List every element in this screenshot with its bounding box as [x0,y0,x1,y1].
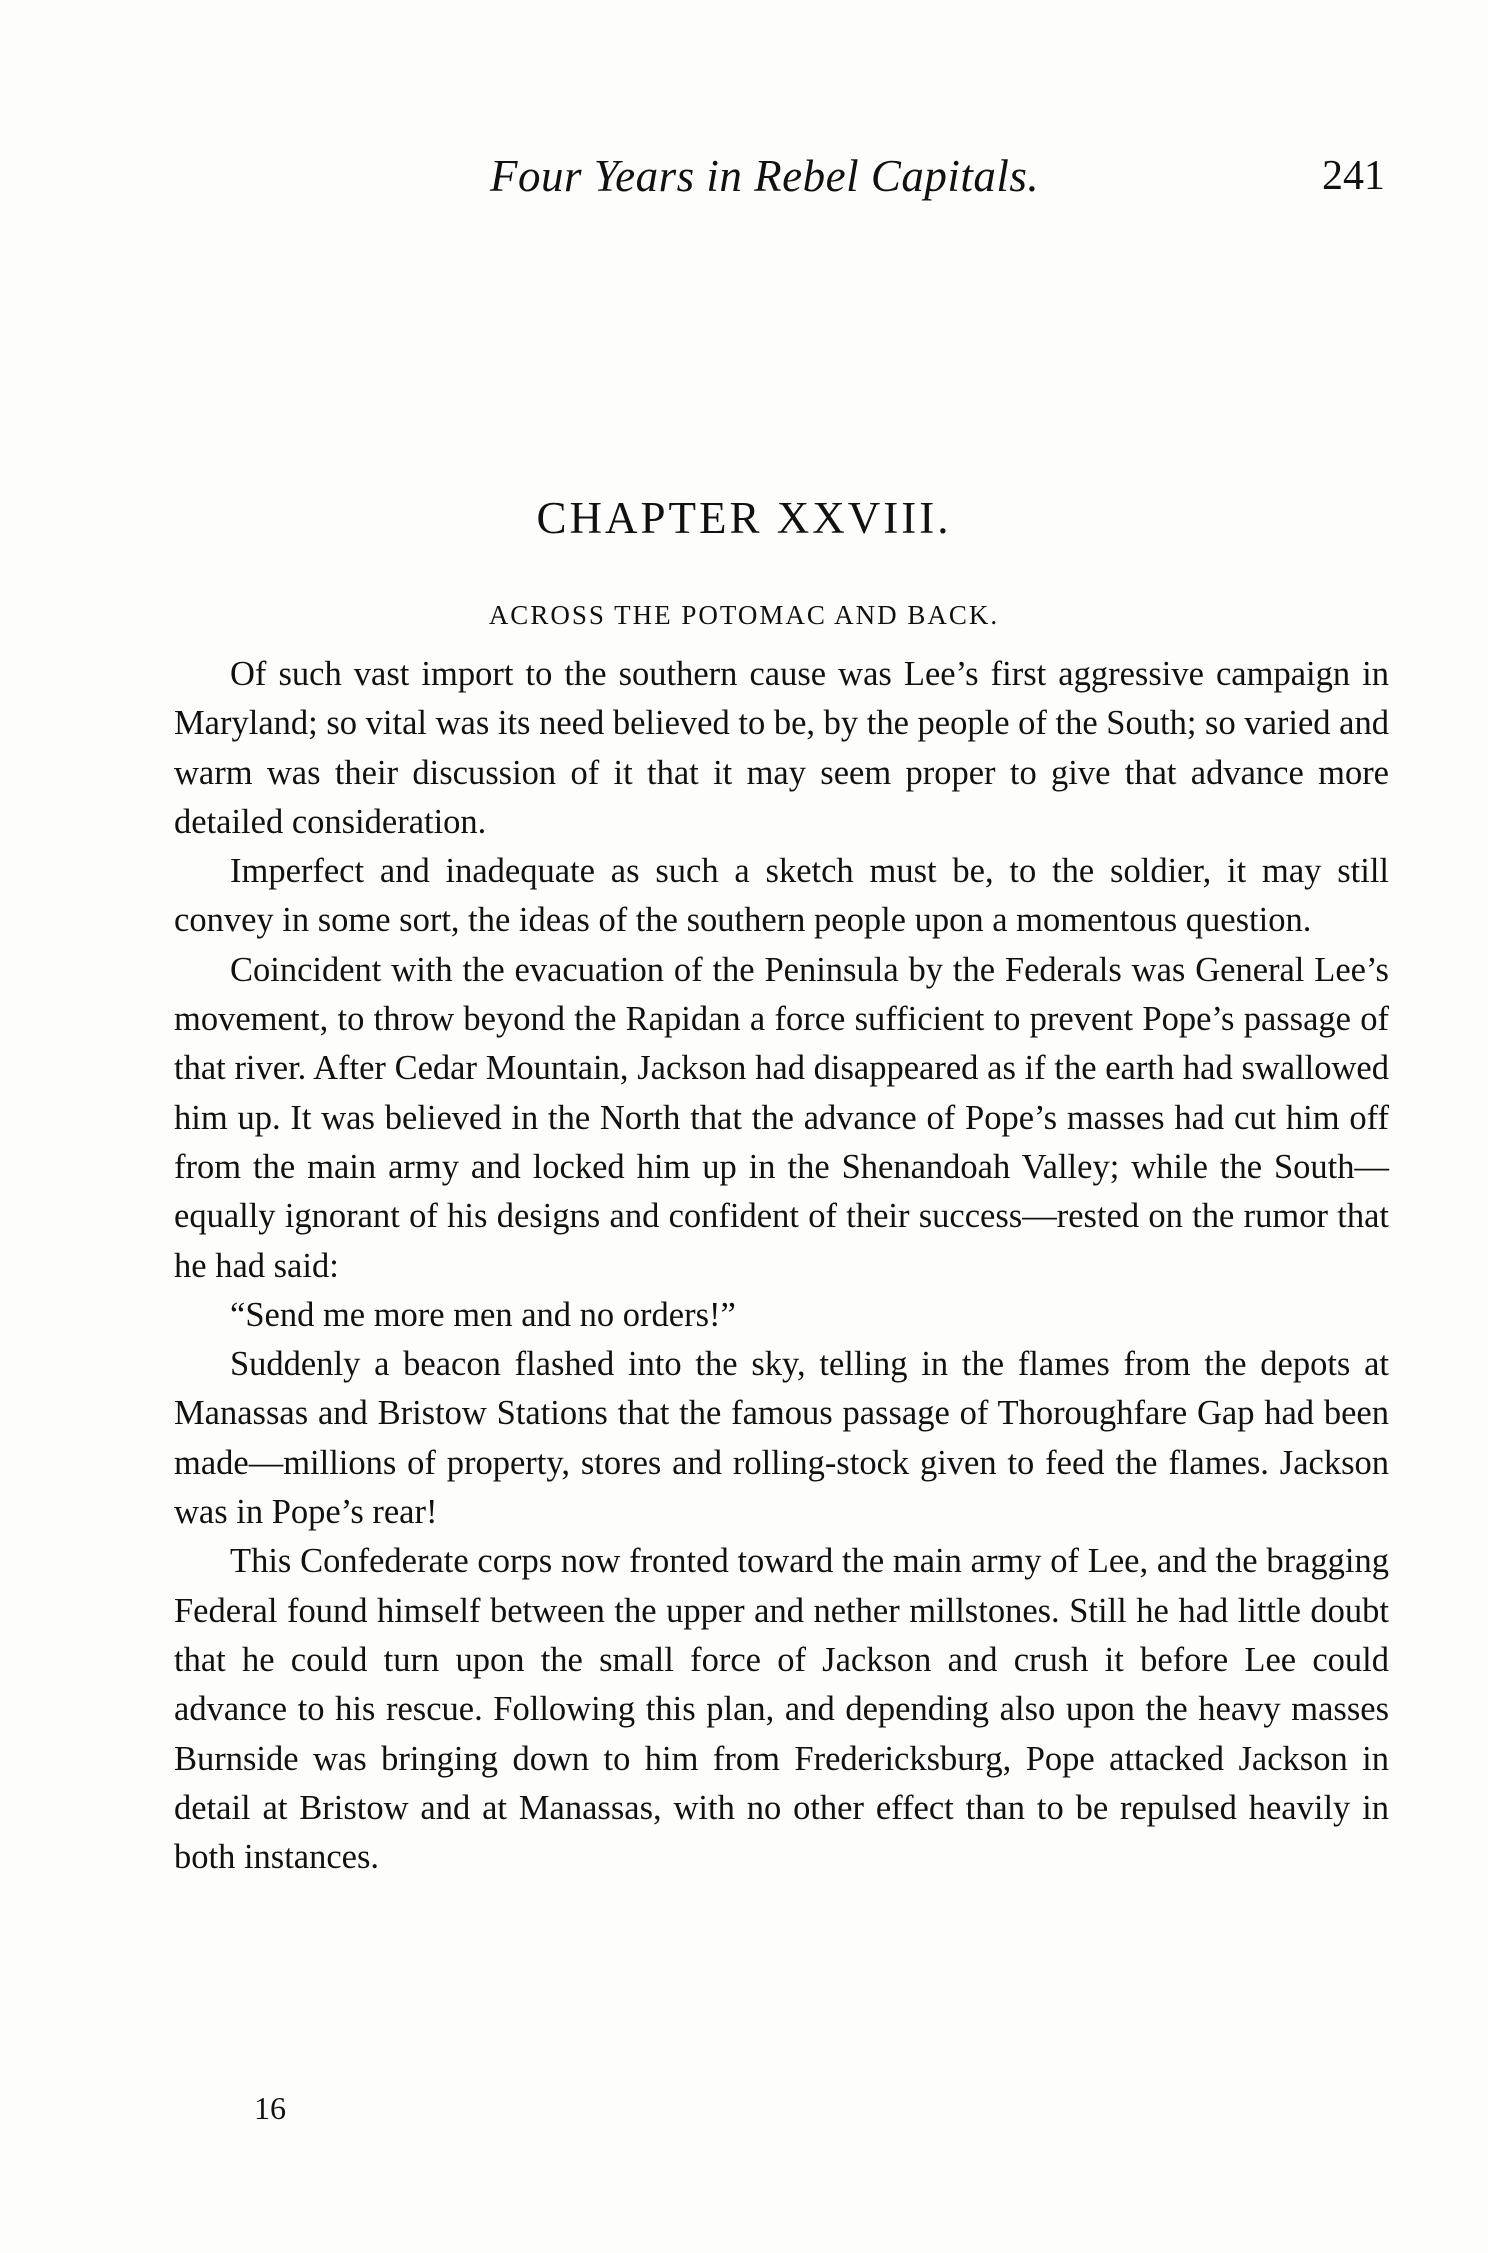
paragraph: Coincident with the evacuation of the Peninsula by the Federals was General Lee’s movement, to throw beyond the Rapidan a force sufficient to prevent Pope’s passage of that river. After Cedar Mountain, Jackson had disappeared as if the earth had swallowed him up. It was believed in the North that the advance of Pope’s masses had cut him off from the main army and locked him up in the Shenandoah Valley; while the South—equally ignorant of his designs and confident of their success—rested on the rumor that he had said: [174,950,1389,1285]
paragraph: This Confederate corps now fronted toward the main army of Lee, and the bragging Federal found himself between the upper and nether millstones. Still he had little doubt that he could turn upon the small force of Jackson and crush it before Lee could advance to his rescue. Following this plan, and depending also upon the heavy masses Burnside was bringing down to him from Fredericksburg, Pope attacked Jackson in detail at Bristow and at Manassas, with no other effect than to be repulsed heavily in both instances. [174,1542,1389,1877]
paragraph: Of such vast import to the southern cause was Lee’s first aggressive campaign in Maryland; so vital was its need believed to be, by the people of the South; so varied and warm was their discussion of it that it may seem proper to give that advance more detailed consideration. [174,655,1389,841]
paragraph-quote: “Send me more men and no orders!” [230,1295,736,1334]
paragraph: Suddenly a beacon flashed into the sky, telling in the flames from the depots at Manassas and Bristow Stations that the famous passage of Thoroughfare Gap had been made—millions of property, stores and rolling-stock given to feed the flames. Jackson was in Pope’s rear! [174,1345,1389,1532]
page-number: 241 [1322,153,1385,199]
signature-mark: 16 [254,2090,286,2126]
chapter-heading: CHAPTER XXVIII. [536,493,952,543]
running-title: Four Years in Rebel Capitals. [490,151,1040,201]
body-text [174,650,1389,1882]
chapter-title: ACROSS THE POTOMAC AND BACK. [488,600,1000,630]
paragraph: Imperfect and inadequate as such a sketch must be, to the soldier, it may still convey in some sort, the ideas of the southern people upon a momentous question. [174,852,1389,940]
